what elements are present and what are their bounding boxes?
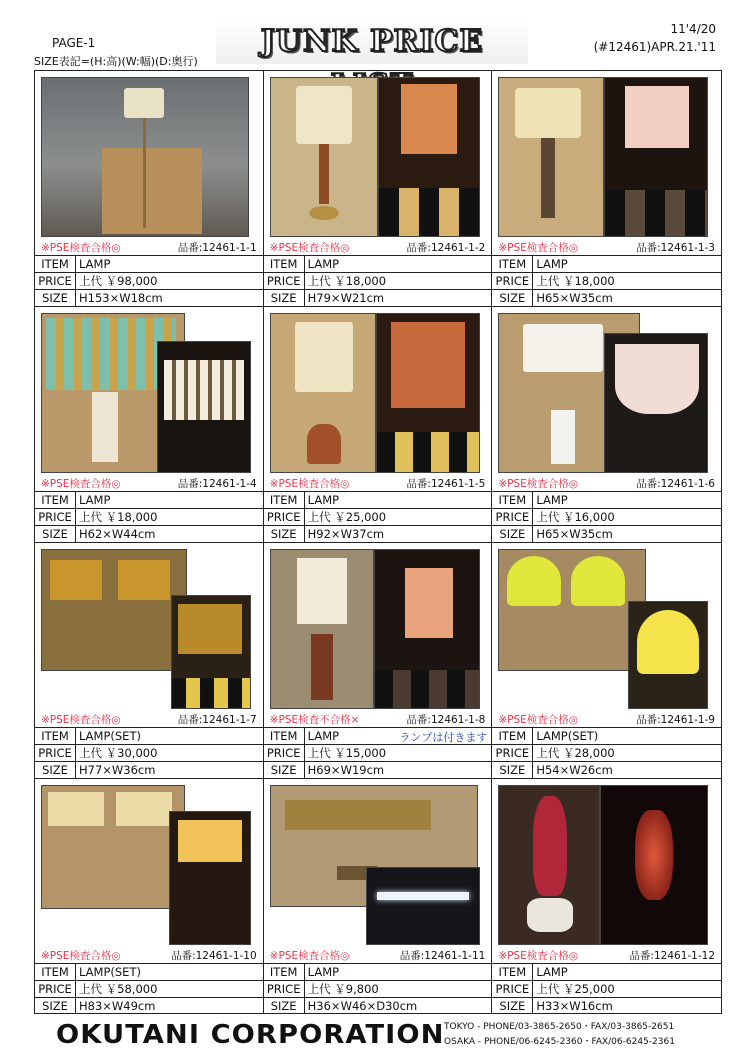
size-label: SIZE bbox=[264, 290, 305, 307]
price-value: 上代 ￥15,000 bbox=[304, 745, 491, 762]
size-value: H92×W37cm bbox=[304, 526, 491, 543]
size-value: H83×W49cm bbox=[76, 998, 263, 1015]
item-value: LAMP bbox=[307, 729, 340, 743]
pse-status: ※PSE検査合格◎ bbox=[269, 242, 350, 254]
pse-status: ※PSE検査合格◎ bbox=[41, 242, 121, 254]
size-label: SIZE bbox=[264, 526, 305, 543]
item-value: LAMP bbox=[304, 492, 491, 509]
product-card bbox=[35, 307, 264, 543]
product-photo bbox=[41, 549, 257, 711]
item-label: ITEM bbox=[492, 728, 533, 745]
item-label: ITEM bbox=[264, 492, 305, 509]
item-value: LAMP bbox=[76, 492, 263, 509]
price-label: PRICE bbox=[492, 509, 533, 526]
product-photo bbox=[498, 549, 715, 711]
page-number: PAGE-1 bbox=[52, 36, 96, 50]
item-value: LAMP bbox=[304, 256, 491, 273]
product-photo bbox=[270, 549, 486, 711]
price-label: PRICE bbox=[264, 273, 305, 290]
company-name: OKUTANI CORPORATION bbox=[56, 1020, 445, 1050]
item-value: LAMP bbox=[304, 964, 491, 981]
product-card bbox=[264, 779, 493, 1014]
item-value: LAMP bbox=[533, 964, 721, 981]
price-label: PRICE bbox=[264, 745, 305, 762]
product-card bbox=[492, 307, 721, 543]
product-code: 品番:12461-1-3 bbox=[636, 242, 715, 254]
item-label: ITEM bbox=[35, 256, 76, 273]
product-photo bbox=[498, 313, 715, 475]
price-label: PRICE bbox=[35, 509, 76, 526]
product-code: 品番:12461-1-4 bbox=[177, 478, 257, 490]
product-code: 品番:12461-1-8 bbox=[406, 714, 486, 726]
product-photo bbox=[270, 77, 486, 239]
item-label: ITEM bbox=[35, 728, 76, 745]
product-code: 品番:12461-1-9 bbox=[636, 714, 715, 726]
price-label: PRICE bbox=[492, 273, 533, 290]
price-value: 上代 ￥16,000 bbox=[533, 509, 721, 526]
price-value: 上代 ￥98,000 bbox=[76, 273, 263, 290]
product-grid bbox=[34, 70, 722, 1014]
pse-status: ※PSE検査合格◎ bbox=[269, 478, 350, 490]
item-label: ITEM bbox=[492, 492, 533, 509]
pse-status: ※PSE検査合格◎ bbox=[498, 950, 578, 962]
pse-status: ※PSE検査合格◎ bbox=[498, 478, 578, 490]
item-label: ITEM bbox=[35, 964, 76, 981]
price-value: 上代 ￥9,800 bbox=[304, 981, 491, 998]
price-value: 上代 ￥25,000 bbox=[304, 509, 491, 526]
issue-date: 11'4/20 bbox=[670, 22, 716, 36]
price-value: 上代 ￥30,000 bbox=[76, 745, 263, 762]
size-value: H54×W26cm bbox=[533, 762, 721, 779]
product-photo bbox=[498, 77, 715, 239]
product-card bbox=[35, 543, 264, 779]
page-title: JUNK PRICE bbox=[216, 20, 528, 64]
size-label: SIZE bbox=[492, 526, 533, 543]
product-card bbox=[492, 71, 721, 307]
osaka-contact: OSAKA - PHONE/06-6245-2360・FAX/06-6245-2361 bbox=[444, 1037, 675, 1047]
size-label: SIZE bbox=[492, 998, 533, 1015]
price-label: PRICE bbox=[264, 509, 305, 526]
item-label: ITEM bbox=[264, 256, 305, 273]
item-label: ITEM bbox=[492, 964, 533, 981]
spec-table bbox=[492, 727, 721, 778]
item-value: LAMP(SET) bbox=[76, 728, 263, 745]
product-code: 品番:12461-1-6 bbox=[636, 478, 715, 490]
spec-table bbox=[35, 255, 263, 306]
price-value: 上代 ￥58,000 bbox=[76, 981, 263, 998]
price-value: 上代 ￥25,000 bbox=[533, 981, 721, 998]
spec-table bbox=[492, 963, 721, 1014]
pse-status: ※PSE検査不合格× bbox=[269, 714, 360, 726]
spec-table bbox=[492, 491, 721, 542]
tokyo-contact: TOKYO - PHONE/03-3865-2650・FAX/03-3865-2651 bbox=[444, 1022, 675, 1032]
spec-table bbox=[264, 963, 492, 1014]
product-code: 品番:12461-1-7 bbox=[177, 714, 257, 726]
spec-table bbox=[264, 255, 492, 306]
pse-status: ※PSE検査合格◎ bbox=[498, 714, 578, 726]
product-code: 品番:12461-1-5 bbox=[406, 478, 486, 490]
product-card bbox=[35, 71, 264, 307]
item-label: ITEM bbox=[492, 256, 533, 273]
product-photo bbox=[41, 313, 257, 475]
lamp-included-note: ランプは付きます bbox=[399, 731, 488, 744]
contact-info bbox=[444, 1020, 675, 1050]
product-code: 品番:12461-1-2 bbox=[406, 242, 486, 254]
product-code: 品番:12461-1-11 bbox=[399, 950, 486, 962]
size-label: SIZE bbox=[35, 762, 76, 779]
product-photo bbox=[270, 785, 486, 947]
price-label: PRICE bbox=[264, 981, 305, 998]
price-label: PRICE bbox=[35, 273, 76, 290]
product-photo bbox=[270, 313, 486, 475]
product-code: 品番:12461-1-10 bbox=[171, 950, 257, 962]
spec-table bbox=[492, 255, 721, 306]
item-value: LAMP(SET) bbox=[76, 964, 263, 981]
size-legend: SIZE表記=(H:高)(W:幅)(D:奥行) bbox=[34, 55, 198, 68]
price-label: PRICE bbox=[35, 981, 76, 998]
item-value: LAMP bbox=[76, 256, 263, 273]
size-label: SIZE bbox=[35, 998, 76, 1015]
product-photo bbox=[41, 785, 257, 947]
footer bbox=[34, 1020, 722, 1056]
size-label: SIZE bbox=[35, 290, 76, 307]
size-value: H33×W16cm bbox=[533, 998, 721, 1015]
reference-number: (#12461)APR.21.'11 bbox=[593, 40, 716, 54]
price-label: PRICE bbox=[492, 745, 533, 762]
product-card bbox=[264, 307, 493, 543]
pse-status: ※PSE検査合格◎ bbox=[269, 950, 350, 962]
size-value: H69×W19cm bbox=[304, 762, 491, 779]
size-value: H79×W21cm bbox=[304, 290, 491, 307]
size-label: SIZE bbox=[264, 762, 305, 779]
size-value: H36×W46×D30cm bbox=[304, 998, 491, 1015]
size-label: SIZE bbox=[35, 526, 76, 543]
product-card bbox=[492, 779, 721, 1014]
spec-table bbox=[35, 963, 263, 1014]
item-value: LAMP bbox=[533, 492, 721, 509]
item-value: LAMP(SET) bbox=[533, 728, 721, 745]
product-photo bbox=[41, 77, 257, 239]
price-label: PRICE bbox=[35, 745, 76, 762]
pse-status: ※PSE検査合格◎ bbox=[41, 714, 121, 726]
price-value: 上代 ￥28,000 bbox=[533, 745, 721, 762]
product-code: 品番:12461-1-1 bbox=[177, 242, 257, 254]
size-value: H65×W35cm bbox=[533, 526, 721, 543]
product-photo bbox=[498, 785, 715, 947]
product-code: 品番:12461-1-12 bbox=[629, 950, 715, 962]
pse-status: ※PSE検査合格◎ bbox=[41, 950, 121, 962]
size-value: H62×W44cm bbox=[76, 526, 263, 543]
spec-table bbox=[35, 727, 263, 778]
item-value: LAMP bbox=[533, 256, 721, 273]
item-label: ITEM bbox=[264, 728, 305, 745]
spec-table bbox=[264, 727, 492, 778]
size-label: SIZE bbox=[492, 290, 533, 307]
product-card bbox=[35, 779, 264, 1014]
size-value: H153×W18cm bbox=[76, 290, 263, 307]
item-label: ITEM bbox=[35, 492, 76, 509]
product-card bbox=[264, 543, 493, 779]
product-card bbox=[264, 71, 493, 307]
size-value: H65×W35cm bbox=[533, 290, 721, 307]
item-label: ITEM bbox=[264, 964, 305, 981]
size-label: SIZE bbox=[264, 998, 305, 1015]
spec-table bbox=[264, 491, 492, 542]
price-label: PRICE bbox=[492, 981, 533, 998]
pse-status: ※PSE検査合格◎ bbox=[41, 478, 121, 490]
size-value: H77×W36cm bbox=[76, 762, 263, 779]
price-value: 上代 ￥18,000 bbox=[533, 273, 721, 290]
size-label: SIZE bbox=[492, 762, 533, 779]
price-value: 上代 ￥18,000 bbox=[76, 509, 263, 526]
spec-table bbox=[35, 491, 263, 542]
product-card bbox=[492, 543, 721, 779]
price-value: 上代 ￥18,000 bbox=[304, 273, 491, 290]
pse-status: ※PSE検査合格◎ bbox=[498, 242, 578, 254]
